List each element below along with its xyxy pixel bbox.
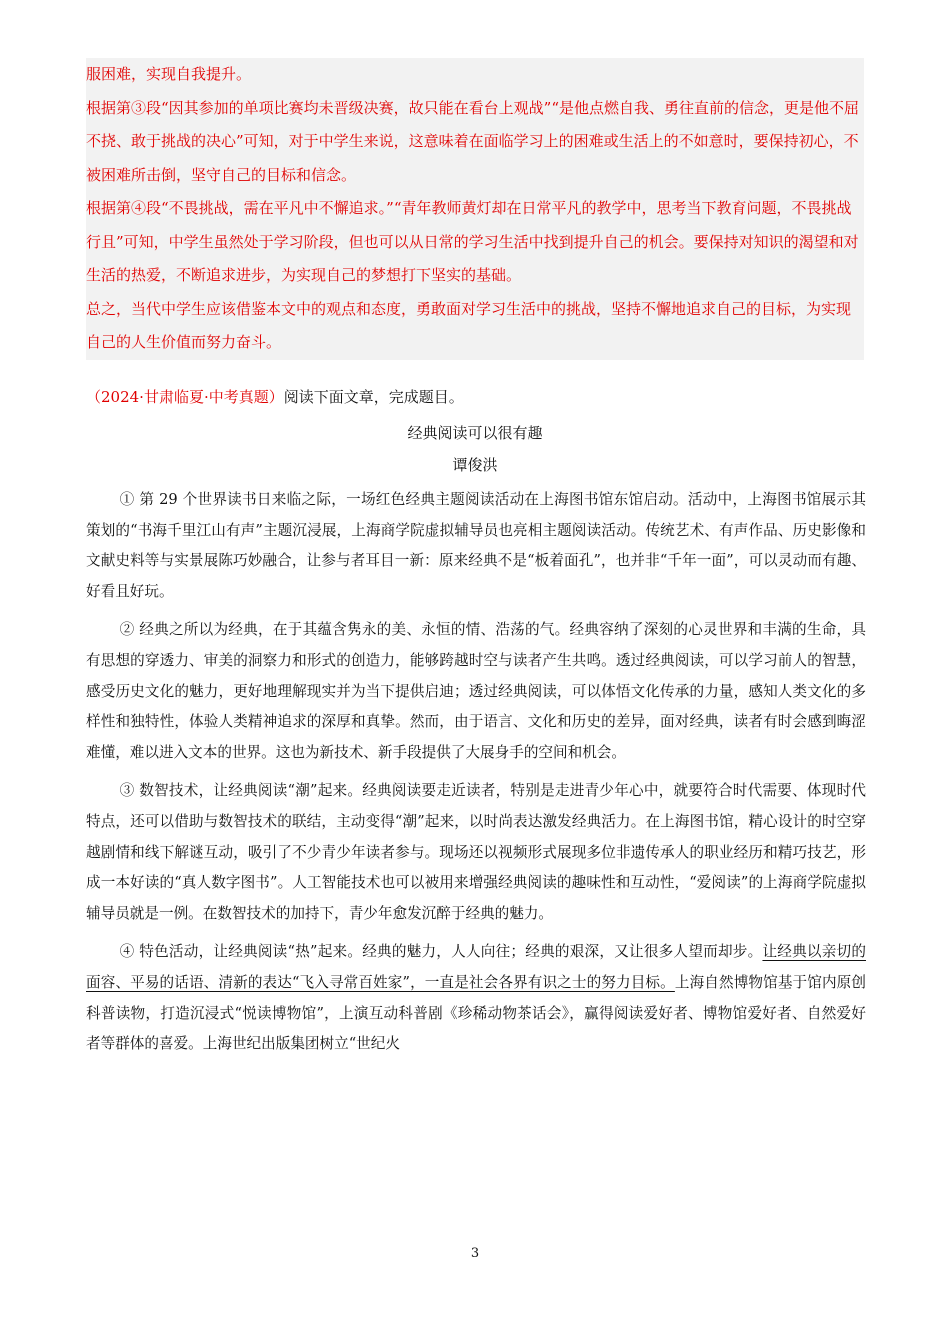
paragraph-4 (86, 937, 866, 1059)
paragraph-4-rest: 上海自然博物馆基于馆内原创科普读物，打造沉浸式“悦读博物馆”，上演互动科普剧《珍稀动物茶话会》，赢得阅读爱好者、博物馆爱好者、自然爱好者等群体的喜爱。上海世纪出版集团树立“世纪火 (86, 973, 866, 1053)
paragraph-2: ② 经典之所以为经典，在于其蕴含隽永的美、永恒的情、浩荡的气。经典容纳了深刻的心灵世界和丰满的生命，具有思想的穿透力、审美的洞察力和形式的创造力，能够跨越时空与读者产生共鸣。透过经典阅读，可以学习前人的智慧，感受历史文化的魅力，更好地理解现实并为当下提供启迪；透过经典阅读，可以体悟文化传承的力量，感知人类文化的多样性和独特性，体验人类精神追求的深厚和真挚。然而，由于语言、文化和历史的差异，面对经典，读者有时会感到晦涩难懂，难以进入文本的世界。这也为新技术、新手段提供了大展身手的空间和机会。 (86, 621, 866, 761)
answer-line: 根据第③段“因其参加的单项比赛均未晋级决赛，故只能在看台上观战”“是他点燃自我、勇往直前的信念，更是他不屈不挠、敢于挑战的决心”可知，对于中学生来说，这意味着在面临学习上的困难或生活上的不如意时，要保持初心，不被困难所击倒，坚守自己的目标和信念。 (86, 98, 860, 184)
source-tag: （2024·甘肃临夏·中考真题） (86, 388, 284, 406)
answer-block (86, 58, 864, 360)
source-instruction: 阅读下面文章，完成题目。 (283, 388, 464, 406)
answer-line: 总之，当代中学生应该借鉴本文中的观点和态度，勇敢面对学习生活中的挑战，坚持不懈地追求自己的目标，为实现自己的人生价值而努力奋斗。 (86, 299, 852, 351)
article-author: 谭俊洪 (452, 456, 498, 474)
answer-line: 根据第④段“不畏挑战，需在平凡中不懈追求。”“青年教师黄灯却在日常平凡的教学中，思考当下教育问题，不畏挑战行且”可知，中学生虽然处于学习阶段，但也可以从日常的学习生活中找到提升自己的机会。要保持对知识的渴望和对生活的热爱，不断追求进步，为实现自己的梦想打下坚实的基础。 (86, 199, 859, 284)
question-source (86, 382, 866, 412)
answer-line: 服困难，实现自我提升。 (86, 65, 252, 83)
page-number: 3 (470, 1246, 480, 1261)
underlined-sentence: 让经典以亲切的面容、平易的话语、清新的表达“飞入寻常百姓家”，一直是社会各界有识之士的努力目标。 (86, 943, 866, 991)
article-body (86, 485, 866, 1068)
paragraph-1: ① 第 29 个世界读书日来临之际，一场红色经典主题阅读活动在上海图书馆东馆启动。活动中，上海图书馆展示其策划的“书海千里江山有声”主题沉浸展，上海商学院虚拟辅导员也亮相主题阅读活动。传统艺术、有声作品、历史影像和文献史料等与实景展陈巧妙融合，让参与者耳目一新：原来经典不是“板着面孔”，也并非“千年一面”，可以灵动而有趣、好看且好玩。 (86, 491, 866, 600)
article-title: 经典阅读可以很有趣 (407, 424, 543, 442)
paragraph-4-intro: ④ 特色活动，让经典阅读“热”起来。经典的魅力，人人向往；经典的艰深，又让很多人望而却步。 (119, 943, 763, 961)
paragraph-3: ③ 数智技术，让经典阅读“潮”起来。经典阅读要走近读者，特别是走进青少年心中，就要符合时代需要、体现时代特点，还可以借助与数智技术的联结，主动变得“潮”起来，以时尚表达激发经典活力。在上海图书馆，精心设计的时空穿越剧情和线下解谜互动，吸引了不少青少年读者参与。现场还以视频形式展现多位非遗传承人的职业经历和精巧技艺，形成一本好读的“真人数字图书”。人工智能技术也可以被用来增强经典阅读的趣味性和互动性，“爱阅读”的上海商学院虚拟辅导员就是一例。在数智技术的加持下，青少年愈发沉醉于经典的魅力。 (86, 782, 866, 922)
